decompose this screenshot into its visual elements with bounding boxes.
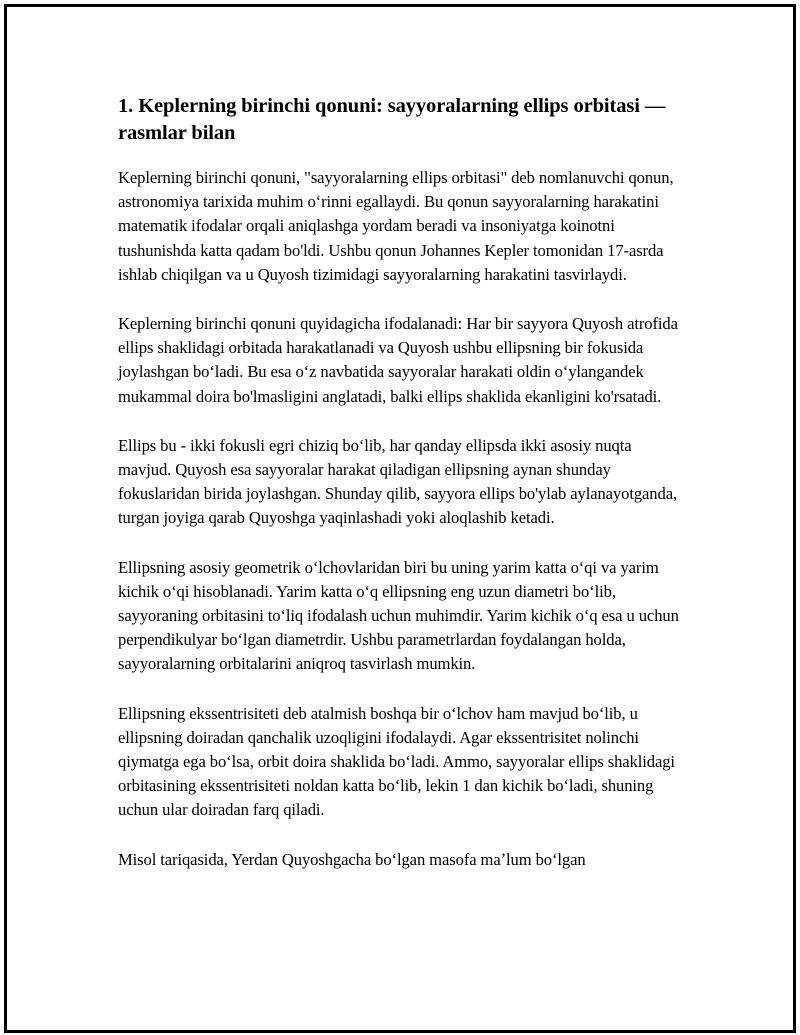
paragraph-semi-axes: Ellipsning asosiy geometrik oʻlchovlaridan biri bu uning yarim katta oʻqi va yarim kichik oʻqi hisoblanadi. Yarim katta oʻq ellipsning eng uzun diametri boʻlib, sayyoraning orbitasini toʻliq ifodalash uchun muhimdir. Yarim kichik oʻq esa u uchun perpendikulyar boʻlgan diametrdir. Ushbu parametrlardan foydalangan holda, sayyoralarning orbitalarini aniqroq tasvirlash mumkin. <box>118 557 679 674</box>
paragraph-ellipse-definition: Ellips bu - ikki fokusli egri chiziq boʻlib, har qanday ellipsda ikki asosiy nuqta mavjud. Quyosh esa sayyoralar harakat qiladigan ellipsning aynan shunday fokuslaridan birida joylashgan. Shunday qilib, sayyora ellips bo'ylab aylanayotganda, turgan joyiga qarab Quyoshga yaqinlashadi yoki aloqlashib ketadi. <box>118 435 678 528</box>
article-heading: 1. Keplerning birinchi qonuni: sayyoralarning ellips orbitasi — rasmlar bilan <box>118 95 666 144</box>
paragraph-intro: Keplerning birinchi qonuni, "sayyoralarning ellips orbitasi" deb nomlanuvchi qonun, astronomiya tarixida muhim oʻrinni egallaydi. Bu qonun sayyoralarning harakatini matematik ifodalar orqali aniqlashga yordam beradi va insoniyatga koinotni tushunishda katta qadam bo'ldi. Ushbu qonun Johannes Kepler tomonidan 17-asrda ishlab chiqilgan va u Quyosh tizimidagi sayyoralarning harakatini tasvirlaydi. <box>118 168 674 284</box>
paragraph-eccentricity: Ellipsning ekssentrisiteti deb atalmish boshqa bir oʻlchov ham mavjud boʻlib, u ellipsning doiradan qanchalik uzoqligini ifodalaydi. Agar ekssentrisitet nolinchi qiymatga ega boʻlsa, orbit doira shaklida boʻladi. Ammo, sayyoralar ellips shaklidagi orbitasining ekssentrisiteti noldan katta boʻlib, lekin 1 dan kichik boʻladi, shuning uchun ular doiradan farq qiladi. <box>118 703 675 820</box>
paragraph-example: Misol tariqasida, Yerdan Quyoshgacha boʻlgan masofa maʼlum boʻlgan <box>118 849 586 869</box>
paragraph-law-statement: Keplerning birinchi qonuni quyidagicha ifodalanadi: Har bir sayyora Quyosh atrofida ellips shaklidagi orbitada harakatlanadi va Quyosh ushbu ellipsning bir fokusida joylashgan boʻladi. Bu esa oʻz navbatida sayyoralar harakati oldin oʻylangandek mukammal doira bo'lmasligini anglatadi, balki ellips shaklida ekanligini ko'rsatadi. <box>118 314 678 406</box>
document-body <box>118 93 684 897</box>
